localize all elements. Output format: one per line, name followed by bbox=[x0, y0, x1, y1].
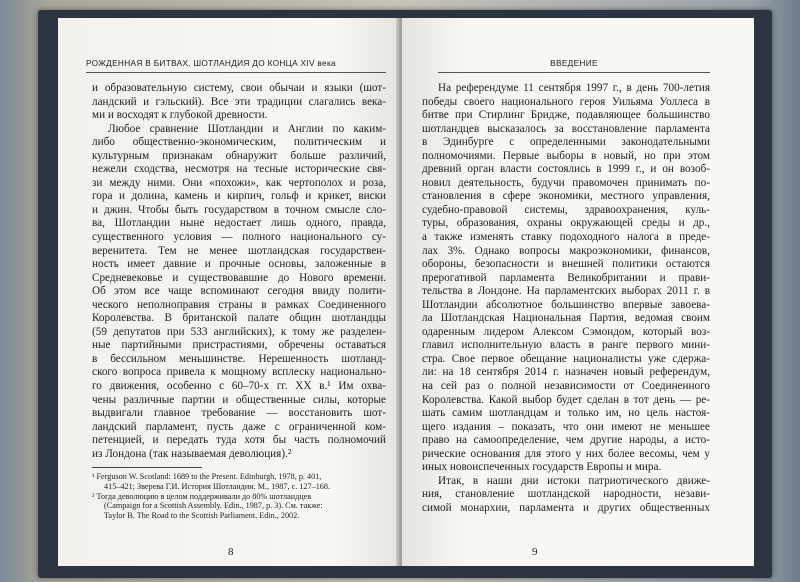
text-line: иных новоиспеченных государств Европы и мира. bbox=[422, 461, 662, 474]
text-line: ² Тогда деволюцию в целом поддерживали до 80% шотландцев bbox=[92, 491, 312, 501]
text-line: в Эдинбурге с определенными законодательными bbox=[422, 136, 710, 149]
text-line: новил деятельность, будучи правомочен принимать по- bbox=[422, 176, 710, 189]
text-line: ми и восходят к глубокой древности. bbox=[92, 109, 268, 122]
text-line: существенного условия — полного национального су- bbox=[92, 231, 386, 244]
text-line: нежели сходства, несмотря на тесные исторические свя- bbox=[92, 163, 386, 176]
text-line: и джин. Чтобы быть государством в точном смысле сло- bbox=[92, 203, 386, 216]
text-line: становления в сфере экономики, местного управления, bbox=[422, 190, 710, 203]
text-line: ные партийными пристрастиями, обречены оставаться bbox=[92, 339, 386, 352]
text-line: шать самим шотландцам и только им, но цель настоя- bbox=[422, 407, 710, 420]
text-line: Любое сравнение Шотландии и Англии по каким- bbox=[108, 122, 386, 135]
text-line: культурным признакам обнаружит больше различий, bbox=[92, 149, 386, 162]
text-line: симой монархии, парламента и других общественных bbox=[422, 501, 710, 514]
body-text bbox=[92, 82, 386, 461]
text-line: Шотландии абсолютное большинство впервые завоева- bbox=[422, 298, 710, 311]
text-line: На референдуме 11 сентября 1997 г., в день 700-летия bbox=[438, 82, 710, 94]
text-line: судебно-правовой системы, здравоохранения, куль- bbox=[422, 203, 710, 216]
text-line: ла Шотландская Национальная Партия, ведомая своим bbox=[422, 312, 710, 325]
footnote-rule bbox=[92, 467, 202, 468]
text-line: ландский и гэльский). Все эти традиции слагались века- bbox=[92, 95, 386, 108]
page-number: 8 bbox=[228, 546, 234, 558]
text-line: ность имеет давние и прочные основы, заложенные в bbox=[92, 258, 386, 271]
text-line: выдвигали главное требование — восстановить шот- bbox=[92, 407, 386, 420]
text-line: туры, образования, охраны окружающей среды и др., bbox=[422, 217, 710, 230]
text-line: Средневековье и существовавшие до Нового времени. bbox=[92, 271, 386, 284]
text-line: битве при Стирлинг Бридже, подавляющее большинство bbox=[422, 109, 710, 122]
text-line: ¹ Ferguson W. Scotland: 1689 to the Present. Edinburgh, 1978, p. 401, bbox=[92, 472, 322, 482]
left-page bbox=[58, 18, 398, 566]
text-line: (Campaign for a Scottish Assembly. Edin., 1987, p. 3). См. также: bbox=[104, 501, 323, 511]
text-line: стра. Свое первое обещание националисты уже сдержа- bbox=[422, 352, 710, 365]
text-line: либо общественно-экономическим, политическим и bbox=[92, 136, 386, 149]
text-line: 415–421; Зверева Г.И. История Шотландии. М., 1987, с. 127–168. bbox=[104, 481, 331, 491]
text-line: ния, становление шотландской народности, незави- bbox=[422, 488, 710, 501]
text-line: ли: на 18 сентября 2014 г. назначен новый референдум, bbox=[422, 366, 710, 379]
running-head: ВВЕДЕНИЕ bbox=[438, 58, 710, 73]
text-line: ческого неполноправия страны в рамках Соединенного bbox=[92, 298, 386, 311]
text-line: го движения, особенно с 60–70-х гг. XX в.¹ Им охва- bbox=[92, 380, 386, 393]
text-line: Taylor B. The Road to the Scottish Parliament. Edin., 2002. bbox=[104, 510, 300, 520]
text-line: Об этом все чаще вспоминают сегодня ввиду полити- bbox=[92, 285, 386, 298]
text-line: ского вопроса привела к мощному всплеску национально- bbox=[92, 366, 386, 379]
text-line: из Лондона (так называемая деволюция).² bbox=[92, 447, 292, 460]
text-line: полномочиями. Первые выборы в новый, но при этом bbox=[422, 149, 710, 162]
text-line: лах 3%. Однако вопросы макроэкономики, финансов, bbox=[422, 244, 710, 257]
text-line: древний орган власти состоялись в 1999 г., и он возоб- bbox=[422, 163, 710, 176]
text-line: Королевства. В британской палате общин шотландцы bbox=[92, 312, 386, 325]
text-line: главил исполнительную власть в ранге первого мини- bbox=[422, 339, 710, 352]
body-text bbox=[422, 82, 710, 516]
text-line: гора и долина, камень и кирпич, гольф и крикет, виски bbox=[92, 190, 386, 203]
text-line: чены различные партии и общественные силы, которые bbox=[92, 393, 386, 406]
text-line: победы своего национального героя Уильяма Уоллеса в bbox=[422, 95, 710, 108]
text-line: ва, Шотландии ныне недостает лишь одного, правда, bbox=[92, 217, 386, 230]
page-number: 9 bbox=[532, 546, 538, 558]
text-line: веренитета. Тем не менее шотландская государствен- bbox=[92, 244, 386, 257]
text-line: в бессильном меньшинстве. Нерешенность шотланд- bbox=[92, 352, 386, 365]
right-page bbox=[402, 18, 754, 566]
running-head: РОЖДЕННАЯ В БИТВАХ. ШОТЛАНДИЯ ДО КОНЦА XIV века bbox=[86, 58, 386, 73]
text-line: право на самоопределение, чем другие народы, а исто- bbox=[422, 434, 710, 447]
text-line: (59 депутатов при 533 английских), к тому же разделен- bbox=[92, 325, 386, 338]
text-line: зи между ними. Они «похожи», как чертополох и роза, bbox=[92, 176, 386, 189]
text-line: петенцией, и передать туда хотя бы часть полномочий bbox=[92, 434, 386, 447]
text-line: прерогативой парламента Великобритании и прави- bbox=[422, 271, 710, 284]
text-line: рические основания для этого у них более весомы, чем у bbox=[422, 447, 710, 460]
text-line: ландский парламент, пусть даже с ограниченной ком- bbox=[92, 420, 386, 433]
text-line: одаренным лидером Алексом Сэмондом, который воз- bbox=[422, 325, 710, 338]
text-line: и образовательную систему, свои обычаи и языки (шот- bbox=[92, 82, 386, 94]
footnotes bbox=[92, 472, 386, 520]
text-line: тельства в Лондоне. На парламентских выборах 2011 г. в bbox=[422, 285, 710, 298]
text-line: обороны, безопасности и внешней политики остаются bbox=[422, 258, 710, 271]
text-line: Итак, в наши дни истоки патриотического движе- bbox=[438, 474, 710, 487]
text-line: щего издания – показать, что они имеют не меньшее bbox=[422, 420, 710, 433]
text-line: а также изменять ставку подоходного налога в преде- bbox=[422, 231, 710, 244]
text-line: Королевства. Какой выбор будет сделан в тот день — ре- bbox=[422, 393, 710, 406]
text-line: на сей раз о полной независимости от Соединенного bbox=[422, 380, 710, 393]
text-line: шотландцев высказалось за восстановление парламента bbox=[422, 122, 710, 135]
